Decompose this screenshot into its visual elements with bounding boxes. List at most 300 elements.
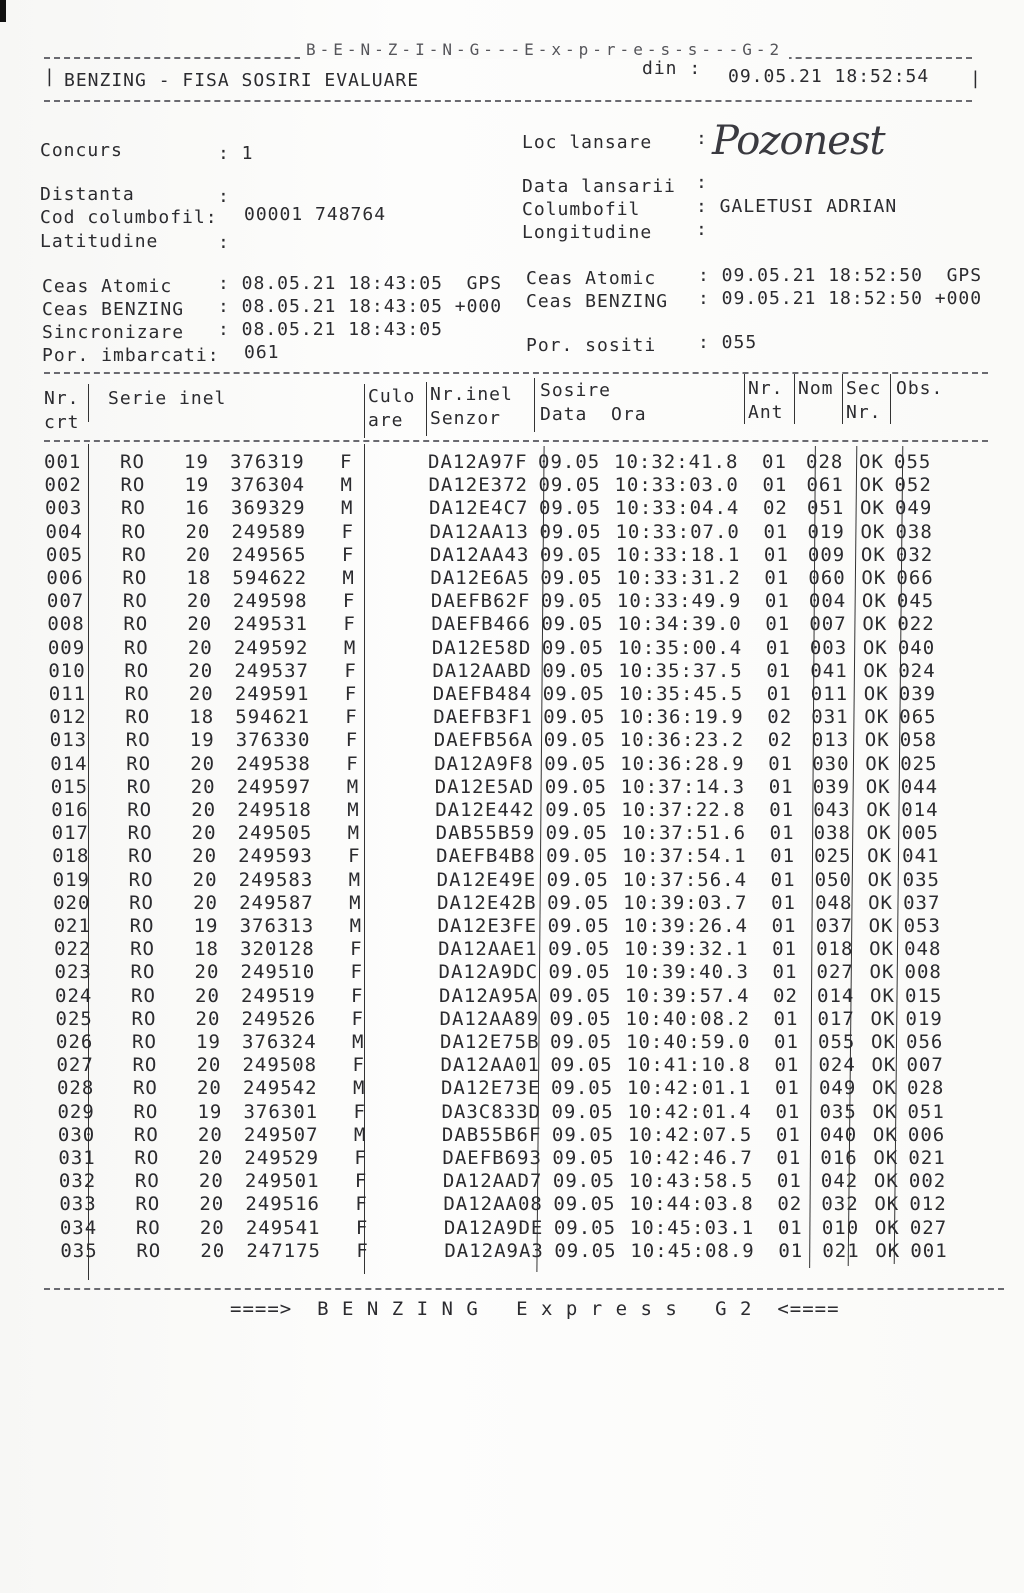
- ring-year: 16: [184, 497, 210, 520]
- row-number: 032: [58, 1170, 97, 1193]
- table-row: [46, 567, 996, 590]
- sec-status: OK: [869, 938, 894, 961]
- sensor-ring-id: DA12E4C7: [428, 497, 529, 520]
- arrival-date: 09.05: [553, 1216, 617, 1239]
- obs-number: 012: [909, 1193, 947, 1216]
- table-row: [56, 1031, 1006, 1054]
- ring-number: 249529: [244, 1147, 320, 1169]
- antenna-number: 01: [768, 752, 794, 775]
- sex: M: [352, 1031, 365, 1053]
- ring-country: RO: [135, 1216, 161, 1239]
- ring-year: 20: [198, 1147, 224, 1169]
- sensor-ring-id: DA12AA13: [429, 520, 529, 543]
- sensor-ring-id: DA12A97F: [428, 451, 528, 473]
- arrival-date: 09.05: [552, 1170, 616, 1193]
- ring-country: RO: [123, 636, 149, 659]
- sec-status: OK: [867, 845, 893, 868]
- header-separator: [744, 374, 745, 424]
- ring-year: 20: [199, 1216, 225, 1239]
- antenna-number: 01: [763, 543, 789, 566]
- sec-status: OK: [860, 543, 886, 566]
- columbofil-name: : GALETUSI ADRIAN: [696, 196, 898, 217]
- table-row: [54, 915, 1004, 938]
- antenna-number: 01: [763, 520, 789, 543]
- sec-status: OK: [875, 1239, 901, 1262]
- ring-country: RO: [130, 961, 156, 984]
- arrival-time: 10:40:59.0: [626, 1031, 751, 1053]
- table-row: [58, 1124, 1008, 1147]
- arrival-time: 10:33:07.0: [615, 520, 740, 543]
- table-row: [48, 660, 998, 683]
- ring-year: 19: [189, 729, 215, 752]
- arrival-time: 10:33:03.0: [614, 474, 739, 497]
- col-sec-header: Sec: [846, 378, 882, 399]
- ring-year: 20: [185, 520, 211, 543]
- obs-number: 032: [895, 543, 934, 566]
- arrival-time: 10:37:51.6: [621, 822, 747, 845]
- sex: M: [353, 1123, 367, 1146]
- por-imbarcati-label: Por. imbarcati:: [42, 345, 220, 366]
- ring-number: 320128: [240, 938, 315, 961]
- ring-year: 20: [187, 636, 213, 659]
- ring-country: RO: [132, 1054, 158, 1077]
- ring-country: RO: [128, 868, 154, 891]
- loc-lansare-handwritten: Pozonest: [712, 118, 885, 164]
- ring-number: 249583: [238, 868, 314, 891]
- table-row: [58, 1147, 1008, 1170]
- ring-number: 594621: [235, 706, 310, 729]
- sensor-ring-id: DAEFB466: [431, 613, 531, 636]
- nominal-number: 040: [819, 1123, 858, 1146]
- row-number: 020: [53, 891, 91, 914]
- sec-status: OK: [860, 520, 886, 543]
- sec-status: OK: [865, 752, 891, 775]
- sensor-ring-id: DA12A9DE: [443, 1216, 544, 1239]
- ring-country: RO: [135, 1193, 161, 1216]
- nominal-number: 041: [810, 659, 848, 682]
- antenna-number: 01: [770, 868, 796, 891]
- arrival-time: 10:39:57.4: [625, 984, 750, 1007]
- clock-right-atomic-label: Ceas Atomic: [526, 268, 657, 289]
- table-row: [52, 822, 1002, 845]
- obs-number: 058: [899, 729, 938, 752]
- sex: M: [342, 567, 355, 589]
- sec-status: OK: [864, 706, 890, 729]
- ring-country: RO: [133, 1100, 159, 1123]
- table-row: [51, 799, 1001, 822]
- obs-number: 006: [907, 1123, 946, 1146]
- table-row: [50, 753, 1000, 776]
- arrival-time: 10:33:31.2: [616, 567, 741, 589]
- ring-country: RO: [132, 1077, 158, 1100]
- distanta-value: :: [218, 186, 230, 207]
- sensor-ring-id: DA12AA43: [429, 543, 530, 566]
- nominal-number: 019: [807, 520, 845, 543]
- sec-status: OK: [874, 1193, 900, 1216]
- ring-number: 376324: [242, 1031, 317, 1053]
- ring-year: 20: [185, 543, 211, 566]
- sex: F: [354, 1170, 368, 1193]
- arrival-time: 10:39:40.3: [624, 961, 749, 984]
- sec-status: OK: [866, 799, 892, 821]
- ring-country: RO: [128, 845, 154, 868]
- sec-status: OK: [869, 961, 895, 984]
- arrival-date: 09.05: [540, 567, 603, 589]
- header-separator: [534, 378, 535, 432]
- arrival-date: 09.05: [538, 474, 601, 497]
- arrival-time: 10:33:04.4: [614, 497, 740, 520]
- nominal-number: 032: [821, 1193, 859, 1216]
- clock-right-benzing-value: : 09.05.21 18:52:50 +000: [698, 288, 983, 309]
- obs-number: 028: [906, 1077, 945, 1100]
- arrival-date: 09.05: [541, 613, 604, 636]
- table-bottom-rule: [44, 1288, 1004, 1290]
- ring-year: 20: [192, 868, 218, 891]
- ring-number: 376313: [239, 915, 315, 937]
- ring-country: RO: [122, 590, 148, 613]
- sex: F: [356, 1239, 369, 1262]
- row-number: 014: [50, 752, 88, 775]
- row-number: 006: [46, 567, 84, 589]
- col-sosire-header: Sosire: [540, 380, 612, 401]
- sensor-ring-id: DAEFB3F1: [433, 706, 533, 729]
- arrival-date: 09.05: [538, 497, 602, 520]
- antenna-number: 01: [772, 938, 797, 961]
- ring-country: RO: [126, 775, 152, 798]
- obs-number: 051: [907, 1100, 945, 1123]
- nominal-number: 013: [811, 729, 850, 752]
- distanta-label: Distanta: [40, 184, 135, 205]
- ring-country: RO: [126, 752, 152, 775]
- clock-left-benzing-label: Ceas BENZING: [42, 299, 185, 320]
- sex: M: [349, 915, 363, 937]
- obs-number: 052: [894, 474, 932, 497]
- ring-year: 20: [200, 1239, 226, 1262]
- row-number: 030: [57, 1123, 96, 1146]
- ring-country: RO: [125, 729, 151, 752]
- sensor-ring-id: DA12A9F8: [434, 752, 534, 775]
- nominal-number: 025: [814, 845, 852, 868]
- sex: M: [340, 497, 354, 520]
- ring-year: 20: [191, 822, 217, 845]
- ring-country: RO: [134, 1147, 160, 1169]
- sec-status: OK: [861, 567, 887, 589]
- nominal-number: 030: [812, 752, 850, 775]
- ring-country: RO: [129, 891, 154, 914]
- antenna-number: 01: [774, 1077, 800, 1100]
- sec-status: OK: [863, 659, 889, 682]
- arrival-date: 09.05: [553, 1193, 616, 1216]
- sensor-ring-id: DA12AA01: [440, 1054, 540, 1077]
- row-number: 004: [45, 520, 83, 543]
- obs-number: 019: [905, 1007, 943, 1030]
- nominal-number: 017: [817, 1007, 855, 1030]
- arrival-date: 09.05: [544, 775, 607, 798]
- arrival-date: 09.05: [550, 1054, 613, 1077]
- sensor-ring-id: DA12E5AD: [434, 775, 535, 798]
- sex: M: [348, 868, 362, 891]
- ring-year: 18: [194, 938, 219, 961]
- ring-year: 20: [196, 1077, 222, 1100]
- ring-number: 249538: [236, 752, 311, 775]
- ring-year: 20: [198, 1170, 224, 1193]
- sensor-ring-id: DA12A95A: [439, 984, 539, 1007]
- antenna-number: 02: [762, 497, 788, 520]
- ring-year: 19: [184, 474, 210, 497]
- sincronizare-label: Sincronizare: [42, 322, 185, 343]
- sex: M: [349, 891, 362, 914]
- table-row: [55, 985, 1005, 1008]
- ring-number: 369329: [230, 497, 306, 520]
- sensor-ring-id: DA3C833D: [441, 1100, 541, 1123]
- table-row: [53, 892, 1003, 915]
- ring-country: RO: [129, 915, 155, 937]
- row-number: 018: [52, 845, 90, 868]
- obs-number: 027: [909, 1216, 948, 1239]
- table-row: [44, 451, 994, 474]
- antenna-number: 02: [773, 984, 798, 1007]
- col-nrinel-header: Nr.inel: [430, 384, 513, 405]
- sex: F: [351, 984, 364, 1007]
- por-imbarcati-value: 061: [244, 342, 280, 363]
- ring-year: 20: [191, 799, 217, 821]
- antenna-number: 02: [767, 729, 793, 752]
- obs-number: 055: [894, 451, 932, 473]
- sensor-ring-id: DAEFB56A: [433, 729, 534, 752]
- row-number: 027: [56, 1054, 94, 1077]
- obs-number: 053: [903, 915, 941, 937]
- cod-columbofil-label: Cod columbofil:: [40, 207, 218, 228]
- obs-number: 037: [903, 891, 941, 914]
- sex: F: [340, 451, 353, 473]
- sec-status: OK: [868, 891, 893, 914]
- table-header-rule: [44, 440, 988, 442]
- table-row: [57, 1077, 1007, 1100]
- antenna-number: 01: [771, 915, 797, 937]
- nominal-number: 024: [818, 1054, 856, 1077]
- col-senzor-header: Senzor: [430, 408, 502, 429]
- arrival-time: 10:36:28.9: [620, 752, 745, 775]
- nominal-number: 042: [820, 1170, 859, 1193]
- col-serie-header: Serie inel: [108, 388, 227, 409]
- header-separator: [426, 382, 427, 436]
- ring-number: 249507: [243, 1123, 319, 1146]
- sex: M: [346, 775, 360, 798]
- nominal-number: 016: [820, 1147, 858, 1169]
- row-number: 015: [50, 775, 89, 798]
- arrival-date: 09.05: [554, 1239, 617, 1262]
- sec-status: OK: [871, 1054, 897, 1077]
- table-row: [56, 1008, 1006, 1031]
- ring-country: RO: [123, 613, 149, 636]
- scan-edge-mark: [0, 0, 6, 22]
- row-number: 029: [57, 1100, 95, 1123]
- arrival-time: 10:42:46.7: [628, 1147, 753, 1169]
- sec-status: OK: [862, 636, 888, 659]
- ring-number: 376330: [235, 729, 311, 752]
- table-row: [60, 1217, 1010, 1240]
- col-sec-nr-header: Nr.: [846, 402, 882, 423]
- header-bottom-rule: [44, 100, 972, 102]
- ring-country: RO: [127, 799, 153, 821]
- sensor-ring-id: DA12AA08: [443, 1193, 543, 1216]
- ring-year: 20: [186, 590, 212, 613]
- antenna-number: 01: [764, 590, 790, 613]
- sec-status: OK: [870, 984, 895, 1007]
- ring-number: 249592: [233, 636, 309, 659]
- arrival-time: 10:37:54.1: [622, 845, 747, 868]
- arrival-time: 10:41:10.8: [626, 1054, 751, 1077]
- arrival-time: 10:37:56.4: [622, 868, 748, 891]
- arrival-date: 09.05: [549, 984, 612, 1007]
- ring-number: 249541: [245, 1216, 321, 1239]
- ring-country: RO: [133, 1123, 159, 1146]
- ring-country: RO: [131, 1007, 157, 1030]
- ring-year: 20: [194, 961, 220, 984]
- sec-status: OK: [874, 1216, 900, 1239]
- banner-bottom-title: ====> B E N Z I N G E x p r e s s G 2 <====: [230, 1298, 840, 1320]
- ring-year: 20: [199, 1193, 225, 1216]
- ring-country: RO: [134, 1170, 160, 1193]
- arrival-date: 09.05: [550, 1031, 613, 1053]
- sec-status: OK: [862, 613, 888, 636]
- ring-number: 249587: [239, 891, 314, 914]
- ring-number: 249589: [231, 520, 307, 543]
- nominal-number: 037: [815, 915, 853, 937]
- arrival-date: 09.05: [540, 590, 604, 613]
- col-nr-ant-header: Nr.: [748, 378, 784, 399]
- col-ant-header: Ant: [748, 402, 784, 423]
- sensor-ring-id: DA12A9A3: [444, 1239, 544, 1262]
- row-number: 001: [44, 451, 82, 473]
- col-are-header: are: [368, 410, 404, 431]
- arrival-date: 09.05: [543, 729, 606, 752]
- nominal-number: 061: [806, 474, 844, 497]
- table-row: [60, 1240, 1010, 1263]
- ring-year: 20: [190, 775, 216, 798]
- arrival-date: 09.05: [542, 659, 605, 682]
- arrival-time: 10:42:07.5: [627, 1123, 753, 1146]
- header-separator: [88, 384, 89, 422]
- sex: F: [355, 1216, 369, 1239]
- ring-year: 19: [196, 1031, 221, 1053]
- antenna-number: 01: [762, 474, 788, 497]
- obs-number: 002: [908, 1170, 947, 1193]
- table-row: [49, 683, 999, 706]
- antenna-number: 01: [765, 636, 791, 659]
- nominal-number: 010: [821, 1216, 860, 1239]
- ring-country: RO: [121, 543, 147, 566]
- arrival-time: 10:42:01.4: [627, 1100, 752, 1123]
- table-row: [55, 961, 1005, 984]
- arrival-time: 10:45:08.9: [630, 1239, 755, 1262]
- concurs-label: Concurs: [40, 140, 123, 161]
- sex: F: [341, 543, 355, 566]
- arrival-time: 10:36:23.2: [619, 729, 745, 752]
- sensor-ring-id: DA12E442: [435, 799, 535, 821]
- clock-right-benzing-label: Ceas BENZING: [526, 291, 669, 312]
- arrival-date: 09.05: [552, 1147, 615, 1169]
- ring-year: 20: [187, 613, 213, 636]
- arrival-time: 10:33:49.9: [616, 590, 742, 613]
- ring-number: 249531: [233, 613, 308, 636]
- header-left-bar: |: [44, 66, 56, 87]
- antenna-number: 01: [764, 567, 790, 589]
- table-row: [59, 1193, 1009, 1216]
- sec-status: OK: [859, 451, 884, 473]
- sex: M: [352, 1077, 366, 1100]
- sex: F: [345, 729, 359, 752]
- arrival-date: 09.05: [546, 868, 609, 891]
- sensor-ring-id: DA12E3FE: [437, 915, 538, 937]
- arrival-date: 09.05: [549, 1007, 612, 1030]
- nominal-number: 039: [812, 775, 851, 798]
- row-number: 003: [44, 497, 83, 520]
- nominal-number: 031: [811, 706, 849, 729]
- sex: F: [352, 1054, 365, 1077]
- ring-number: 249591: [234, 683, 310, 705]
- nominal-number: 035: [819, 1100, 857, 1123]
- antenna-number: 01: [771, 891, 796, 914]
- obs-number: 065: [899, 706, 937, 729]
- sex: F: [351, 1007, 364, 1030]
- row-number: 002: [44, 474, 82, 497]
- arrival-time: 10:39:03.7: [623, 891, 748, 914]
- table-row: [59, 1170, 1009, 1193]
- sex: F: [341, 520, 354, 543]
- sensor-ring-id: DAB55B6F: [441, 1123, 542, 1146]
- nominal-number: 055: [818, 1031, 856, 1053]
- antenna-number: 02: [777, 1193, 803, 1216]
- arrival-time: 10:42:01.1: [626, 1077, 752, 1100]
- sex: M: [340, 474, 353, 497]
- sensor-ring-id: DAB55B59: [435, 822, 536, 845]
- ring-number: 376304: [230, 474, 306, 497]
- ring-number: 249597: [236, 775, 312, 798]
- ring-country: RO: [130, 938, 155, 961]
- obs-number: 025: [900, 752, 938, 775]
- row-number: 025: [55, 1007, 93, 1030]
- ring-country: RO: [121, 520, 147, 543]
- arrival-time: 10:35:37.5: [618, 659, 743, 682]
- antenna-number: 01: [777, 1216, 803, 1239]
- banner-top-title: B-E-N-Z-I-N-G---E-x-p-r-e-s-s---G-2: [300, 40, 789, 59]
- sec-status: OK: [871, 1077, 897, 1100]
- row-number: 021: [53, 915, 91, 937]
- sex: F: [350, 961, 363, 984]
- ring-year: 20: [193, 891, 218, 914]
- arrival-date: 09.05: [547, 915, 610, 937]
- columbofil-label: Columbofil: [522, 199, 641, 220]
- sex: F: [345, 706, 358, 729]
- clock-right-atomic-value: : 09.05.21 18:52:50 GPS: [698, 265, 983, 286]
- sensor-ring-id: DAEFB693: [442, 1147, 542, 1169]
- sex: F: [346, 752, 359, 775]
- arrival-time: 10:37:14.3: [620, 775, 746, 798]
- obs-number: 066: [896, 567, 934, 589]
- din-label: din :: [642, 58, 702, 79]
- sec-status: OK: [870, 1007, 896, 1030]
- sec-status: OK: [868, 915, 894, 937]
- obs-number: 040: [897, 636, 936, 659]
- antenna-number: 01: [770, 845, 796, 868]
- arrival-time: 10:33:18.1: [615, 543, 741, 566]
- ring-country: RO: [125, 706, 151, 729]
- obs-number: 021: [908, 1147, 946, 1169]
- sensor-ring-id: DA12AA89: [439, 1007, 540, 1030]
- table-row: [54, 938, 1004, 961]
- obs-number: 045: [896, 590, 935, 613]
